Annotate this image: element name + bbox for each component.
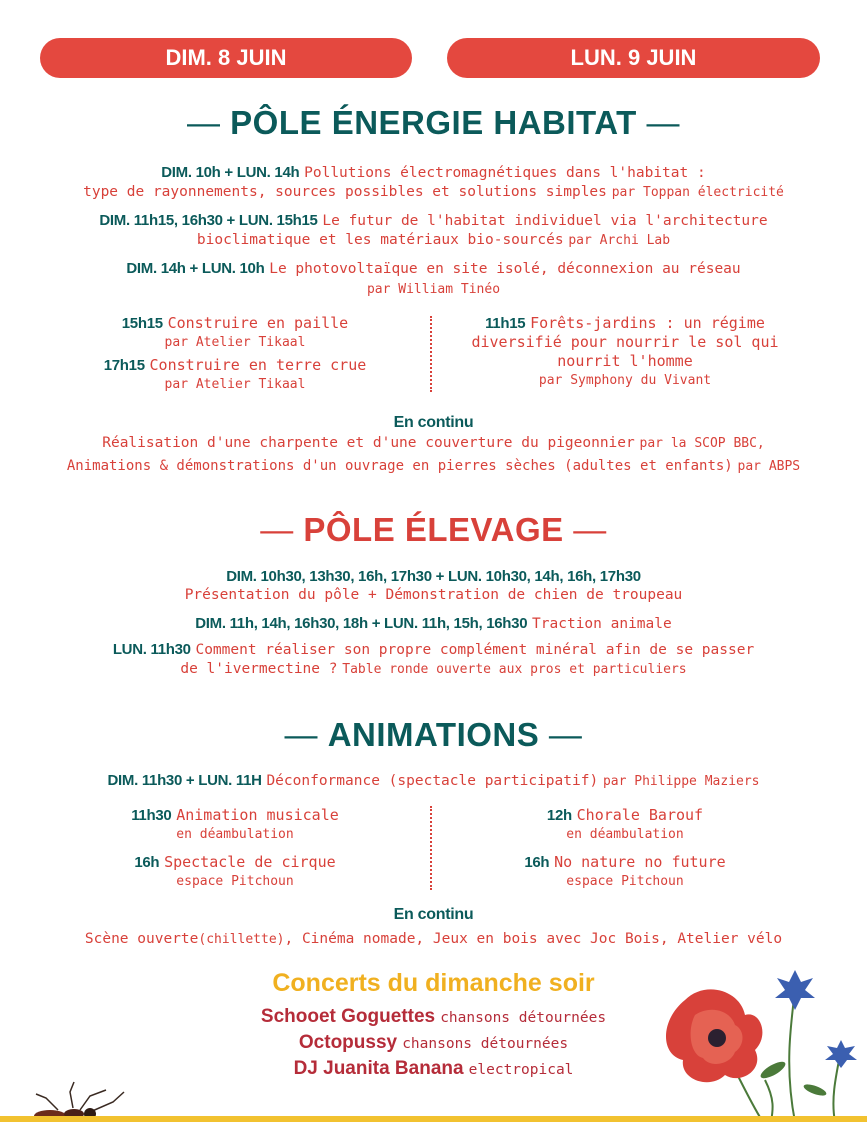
concerts-title: Concerts du dimanche soir [272, 969, 595, 997]
elevage-talk3: LUN. 11h30 Comment réaliser son propre complément minéral afin de se passer [112, 641, 755, 658]
section-title-energie-text: PÔLE ÉNERGIE HABITAT [230, 104, 637, 141]
concert-item: Schooet Goguettes chansons détournées [260, 1006, 607, 1027]
energie-talk2: DIM. 11h15, 16h30 + LUN. 15h15 Le futur de l'habitat individuel via l'architecture [99, 212, 768, 229]
section-title-animations: — ANIMATIONS — [284, 716, 583, 753]
ant-illustration [18, 1072, 128, 1122]
flowers-illustration [645, 960, 867, 1122]
bottom-rule [0, 1116, 867, 1122]
column-divider [430, 806, 432, 890]
elevage-talk3-cont: de l'ivermectine ? Table ronde ouverte aux pros et particuliers [180, 661, 687, 677]
energie-right-column: 11h15 Forêts-jardins : un régime diversifié pour nourrir le sol qui nourrit l'homme par Symphony du Vivant [471, 314, 779, 388]
animations-continu: Scène ouverte(chillette), Cinéma nomade, Jeux en bois avec Joc Bois, Atelier vélo [84, 931, 783, 947]
energie-talk2-cont: bioclimatique et les matériaux bio-sourcés par Archi Lab [196, 232, 671, 248]
animations-left-column: 11h30 Animation musicale en déambulation 16h Spectacle de cirque espace Pitchoun [131, 806, 339, 889]
day-pill-monday: LUN. 9 JUIN [447, 38, 820, 78]
animations-continu-label: En continu [393, 906, 474, 923]
energie-talk1: DIM. 10h + LUN. 14h Pollutions électromagnétiques dans l'habitat : [161, 164, 706, 181]
day-pill-sunday: DIM. 8 JUIN [40, 38, 412, 78]
section-title-animations-text: ANIMATIONS [327, 716, 540, 753]
elevage-talk1-time: DIM. 10h30, 13h30, 16h, 17h30 + LUN. 10h30, 14h, 16h, 17h30 [226, 568, 641, 585]
energie-left-column: 15h15 Construire en paille par Atelier Tikaal 17h15 Construire en terre crue par Atelier Tikaal [103, 314, 367, 392]
energie-talk3: DIM. 14h + LUN. 10h Le photovoltaïque en site isolé, déconnexion au réseau [126, 260, 741, 277]
concert-item: DJ Juanita Banana electropical [293, 1058, 574, 1079]
section-title-elevage: — PÔLE ÉLEVAGE — [260, 511, 607, 548]
section-title-energie: — PÔLE ÉNERGIE HABITAT — [187, 104, 680, 141]
energie-talk1-cont: type de rayonnements, sources possibles et solutions simples par Toppan électricité [83, 184, 784, 200]
section-title-elevage-text: PÔLE ÉLEVAGE [303, 511, 564, 548]
column-divider [430, 316, 432, 392]
elevage-talk1-title: Présentation du pôle + Démonstration de chien de troupeau [184, 587, 683, 603]
energie-continu2: Animations & démonstrations d'un ouvrage en pierres sèches (adultes et enfants) par ABPS [66, 458, 801, 474]
energie-continu1: Réalisation d'une charpente et d'une couverture du pigeonnier par la SCOP BBC, [102, 435, 765, 451]
elevage-talk2: DIM. 11h, 14h, 16h30, 18h + LUN. 11h, 15h, 16h30 Traction animale [195, 615, 672, 632]
energie-continu-label: En continu [393, 414, 474, 431]
energie-talk3-by: par William Tinéo [366, 282, 501, 297]
concert-item: Octopussy chansons détournées [298, 1032, 569, 1053]
animations-right-column: 12h Chorale Barouf en déambulation 16h No nature no future espace Pitchoun [524, 806, 726, 889]
animations-talk1: DIM. 11h30 + LUN. 11H Déconformance (spectacle participatif) par Philippe Maziers [107, 772, 760, 789]
